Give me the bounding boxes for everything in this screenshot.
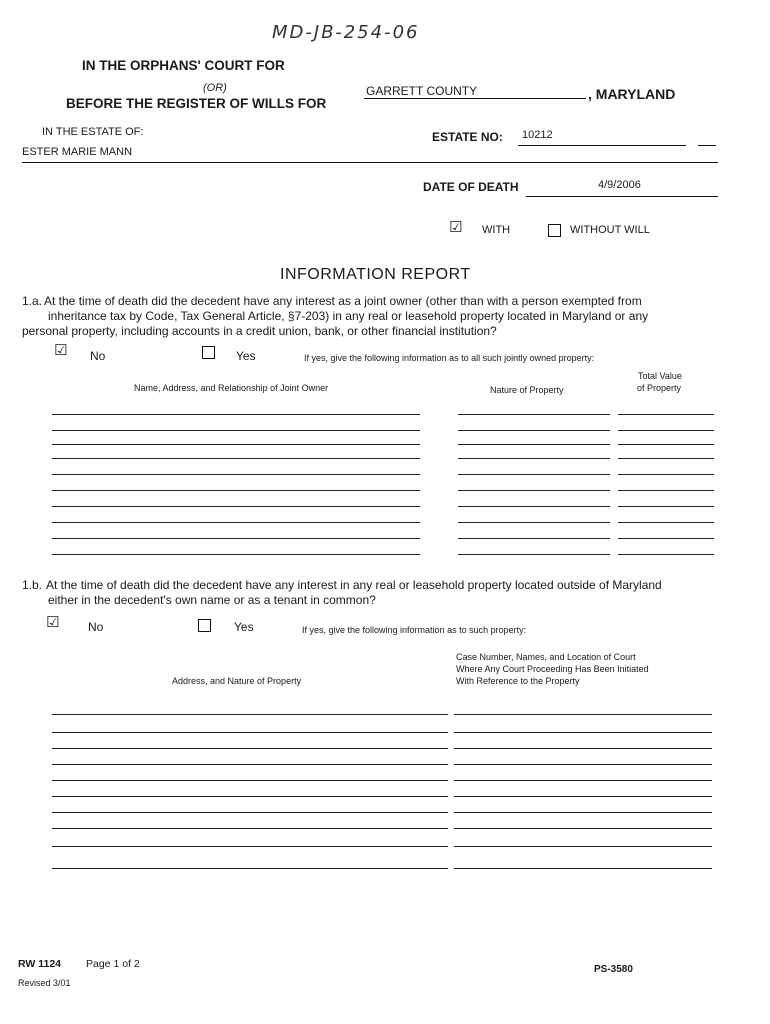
q1b-col2-header-line1: Case Number, Names, and Location of Court <box>456 652 636 662</box>
q1a-col1-header: Name, Address, and Relationship of Joint Owner <box>134 383 329 393</box>
entry-line[interactable] <box>618 458 714 459</box>
entry-line[interactable] <box>52 444 420 445</box>
entry-line[interactable] <box>454 846 712 847</box>
entry-line[interactable] <box>454 780 712 781</box>
q1b-text-line2: either in the decedent's own name or as a tenant in common? <box>48 593 376 607</box>
date-of-death-label: DATE OF DEATH <box>423 180 519 194</box>
with-will-label: WITH <box>482 224 511 236</box>
court-line: IN THE ORPHANS' COURT FOR <box>82 58 285 73</box>
date-of-death-underline <box>526 196 718 197</box>
entry-line[interactable] <box>52 796 448 797</box>
q1a-text-line1: At the time of death did the decedent have any interest as a joint owner (other than with a person exempted from <box>44 294 642 308</box>
entry-line[interactable] <box>454 828 712 829</box>
q1b-no-label: No <box>88 620 104 634</box>
entry-line[interactable] <box>618 538 714 539</box>
decedent-name: ESTER MARIE MANN <box>22 146 133 158</box>
entry-line[interactable] <box>52 554 420 555</box>
entry-line[interactable] <box>618 430 714 431</box>
entry-line[interactable] <box>52 812 448 813</box>
q1b-instruction: If yes, give the following information as to such property: <box>302 625 527 635</box>
estate-no-value: 10212 <box>522 129 553 141</box>
entry-line[interactable] <box>52 506 420 507</box>
entry-line[interactable] <box>618 522 714 523</box>
q1a-no-label: No <box>90 349 106 363</box>
entry-line[interactable] <box>454 796 712 797</box>
estate-no-underline <box>518 145 686 146</box>
entry-line[interactable] <box>52 522 420 523</box>
entry-line[interactable] <box>458 490 610 491</box>
q1a-col3-header-line1: Total Value <box>638 371 682 381</box>
date-of-death-value: 4/9/2006 <box>598 179 641 191</box>
entry-line[interactable] <box>458 430 610 431</box>
entry-line[interactable] <box>454 764 712 765</box>
q1a-yes-checkbox[interactable] <box>202 346 215 359</box>
entry-line[interactable] <box>52 764 448 765</box>
entry-line[interactable] <box>454 812 712 813</box>
with-will-checkbox[interactable]: ☑ <box>449 219 463 236</box>
entry-line[interactable] <box>458 522 610 523</box>
entry-line[interactable] <box>52 714 448 715</box>
or-line: (OR) <box>203 82 227 94</box>
q1b-no-checkbox[interactable]: ☑ <box>46 614 60 631</box>
entry-line[interactable] <box>454 714 712 715</box>
entry-line[interactable] <box>458 554 610 555</box>
county-underline <box>364 98 586 99</box>
entry-line[interactable] <box>458 474 610 475</box>
handwritten-reference: MD-JB-254-06 <box>272 22 420 43</box>
entry-line[interactable] <box>52 458 420 459</box>
without-will-checkbox[interactable] <box>548 224 561 237</box>
entry-line[interactable] <box>52 430 420 431</box>
register-line: BEFORE THE REGISTER OF WILLS FOR <box>66 96 327 111</box>
q1b-col2-header-line2: Where Any Court Proceeding Has Been Initiated <box>456 664 649 674</box>
ps-number: PS-3580 <box>594 964 633 975</box>
entry-line[interactable] <box>52 414 420 415</box>
entry-line[interactable] <box>52 490 420 491</box>
decedent-name-underline <box>22 162 718 163</box>
state-name: , MARYLAND <box>588 86 676 102</box>
q1b-yes-label: Yes <box>234 620 254 634</box>
entry-line[interactable] <box>454 748 712 749</box>
q1a-text-line2: inheritance tax by Code, Tax General Article, §7-203) in any real or leasehold property located in Maryland or any <box>48 309 649 323</box>
q1a-number: 1.a. <box>22 294 43 308</box>
entry-line[interactable] <box>52 828 448 829</box>
entry-line[interactable] <box>52 780 448 781</box>
form-number: RW 1124 <box>18 958 61 970</box>
entry-line[interactable] <box>618 414 714 415</box>
entry-line[interactable] <box>618 490 714 491</box>
entry-line[interactable] <box>52 732 448 733</box>
county-name: GARRETT COUNTY <box>366 84 478 98</box>
entry-line[interactable] <box>52 538 420 539</box>
estate-no-underline-end <box>698 145 716 146</box>
q1a-no-checkbox[interactable]: ☑ <box>54 342 68 359</box>
q1b-col2-header-line3: With Reference to the Property <box>456 676 580 686</box>
estate-of-label: IN THE ESTATE OF: <box>42 126 144 138</box>
entry-line[interactable] <box>52 748 448 749</box>
entry-line[interactable] <box>454 868 712 869</box>
entry-line[interactable] <box>52 474 420 475</box>
entry-line[interactable] <box>52 846 448 847</box>
entry-line[interactable] <box>618 444 714 445</box>
entry-line[interactable] <box>52 868 448 869</box>
entry-line[interactable] <box>458 458 610 459</box>
entry-line[interactable] <box>618 474 714 475</box>
entry-line[interactable] <box>458 444 610 445</box>
entry-line[interactable] <box>618 554 714 555</box>
q1b-col1-header: Address, and Nature of Property <box>172 676 302 686</box>
entry-line[interactable] <box>454 732 712 733</box>
entry-line[interactable] <box>618 506 714 507</box>
q1a-text-line3: personal property, including accounts in a credit union, bank, or other financial institution? <box>22 324 497 338</box>
q1a-yes-label: Yes <box>236 349 256 363</box>
q1b-text-line1: At the time of death did the decedent have any interest in any real or leasehold property located outside of Maryland <box>46 578 662 592</box>
q1b-yes-checkbox[interactable] <box>198 619 211 632</box>
entry-line[interactable] <box>458 538 610 539</box>
q1a-col3-header-line2: of Property <box>637 383 682 393</box>
entry-line[interactable] <box>458 414 610 415</box>
page-number: Page 1 of 2 <box>86 958 140 970</box>
q1a-instruction: If yes, give the following information as to all such jointly owned property: <box>304 353 595 363</box>
entry-line[interactable] <box>458 506 610 507</box>
revised-date: Revised 3/01 <box>18 978 71 988</box>
without-will-label: WITHOUT WILL <box>570 224 650 236</box>
estate-no-label: ESTATE NO: <box>432 130 503 144</box>
report-title: INFORMATION REPORT <box>280 266 471 283</box>
q1a-col2-header: Nature of Property <box>490 385 564 395</box>
q1b-number: 1.b. <box>22 578 43 592</box>
